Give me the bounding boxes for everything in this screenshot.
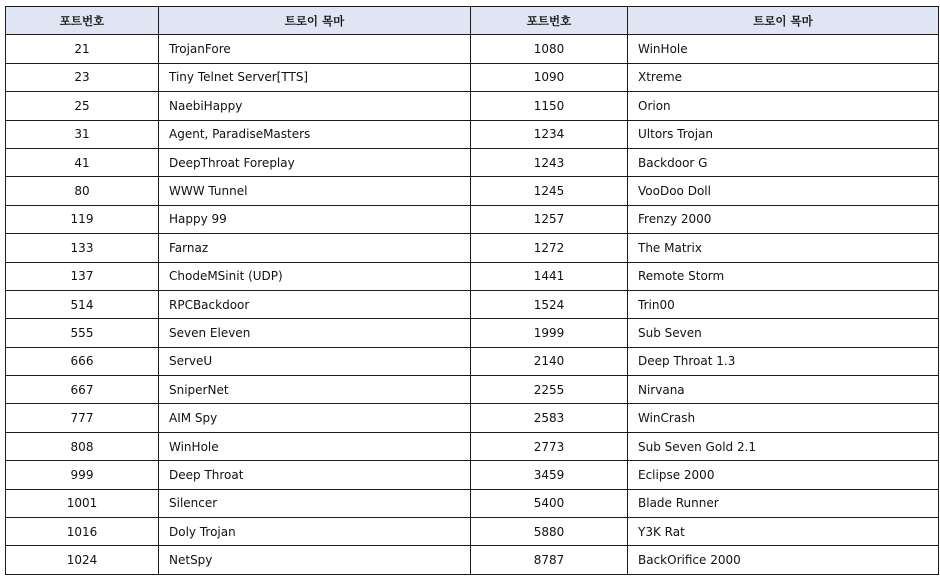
trojan-name-cell: RPCBackdoor xyxy=(159,290,471,318)
header-trojan-right: 트로이 목마 xyxy=(628,7,939,35)
port-number-cell: 1080 xyxy=(471,35,628,63)
trojan-name-cell: Nirvana xyxy=(628,376,939,404)
trojan-name-cell: Sub Seven xyxy=(628,319,939,347)
port-number-cell: 666 xyxy=(6,347,159,375)
port-number-cell: 999 xyxy=(6,461,159,489)
trojan-name-cell: ChodeMSinit (UDP) xyxy=(159,262,471,290)
trojan-name-cell: Agent, ParadiseMasters xyxy=(159,120,471,148)
table-row xyxy=(6,432,939,460)
trojan-name-cell: SniperNet xyxy=(159,376,471,404)
port-number-cell: 1999 xyxy=(471,319,628,347)
port-number-cell: 1441 xyxy=(471,262,628,290)
table-row xyxy=(6,92,939,120)
header-trojan-left: 트로이 목마 xyxy=(159,7,471,35)
port-number-cell: 1243 xyxy=(471,148,628,176)
port-number-cell: 2773 xyxy=(471,432,628,460)
port-number-cell: 137 xyxy=(6,262,159,290)
port-number-cell: 2140 xyxy=(471,347,628,375)
trojan-name-cell: Eclipse 2000 xyxy=(628,461,939,489)
trojan-name-cell: Silencer xyxy=(159,489,471,517)
trojan-name-cell: Trin00 xyxy=(628,290,939,318)
port-number-cell: 1001 xyxy=(6,489,159,517)
trojan-name-cell: WinHole xyxy=(159,432,471,460)
trojan-name-cell: Farnaz xyxy=(159,234,471,262)
table-row xyxy=(6,177,939,205)
table-row xyxy=(6,518,939,546)
trojan-name-cell: Remote Storm xyxy=(628,262,939,290)
port-number-cell: 3459 xyxy=(471,461,628,489)
trojan-name-cell: Ultors Trojan xyxy=(628,120,939,148)
port-number-cell: 25 xyxy=(6,92,159,120)
table-row xyxy=(6,546,939,574)
port-number-cell: 80 xyxy=(6,177,159,205)
port-number-cell: 2583 xyxy=(471,404,628,432)
port-number-cell: 1234 xyxy=(471,120,628,148)
port-number-cell: 777 xyxy=(6,404,159,432)
table-row xyxy=(6,35,939,63)
port-number-cell: 514 xyxy=(6,290,159,318)
trojan-name-cell: DeepThroat Foreplay xyxy=(159,148,471,176)
trojan-name-cell: WinHole xyxy=(628,35,939,63)
trojan-name-cell: WWW Tunnel xyxy=(159,177,471,205)
trojan-name-cell: Doly Trojan xyxy=(159,518,471,546)
trojan-name-cell: VooDoo Doll xyxy=(628,177,939,205)
port-number-cell: 555 xyxy=(6,319,159,347)
table-row xyxy=(6,262,939,290)
table-row xyxy=(6,120,939,148)
trojan-name-cell: Deep Throat 1.3 xyxy=(628,347,939,375)
port-number-cell: 1024 xyxy=(6,546,159,574)
trojan-name-cell: WinCrash xyxy=(628,404,939,432)
trojan-name-cell: Deep Throat xyxy=(159,461,471,489)
trojan-name-cell: Happy 99 xyxy=(159,205,471,233)
trojan-name-cell: AIM Spy xyxy=(159,404,471,432)
table-row xyxy=(6,234,939,262)
table-row xyxy=(6,319,939,347)
table-row xyxy=(6,461,939,489)
port-number-cell: 1090 xyxy=(471,63,628,91)
header-row xyxy=(6,7,939,35)
port-number-cell: 1257 xyxy=(471,205,628,233)
port-number-cell: 5400 xyxy=(471,489,628,517)
port-number-cell: 5880 xyxy=(471,518,628,546)
port-number-cell: 2255 xyxy=(471,376,628,404)
port-number-cell: 1272 xyxy=(471,234,628,262)
trojan-port-table-container xyxy=(5,6,938,575)
trojan-name-cell: Y3K Rat xyxy=(628,518,939,546)
table-row xyxy=(6,404,939,432)
trojan-name-cell: Sub Seven Gold 2.1 xyxy=(628,432,939,460)
trojan-name-cell: ServeU xyxy=(159,347,471,375)
port-number-cell: 21 xyxy=(6,35,159,63)
header-port-number-left: 포트번호 xyxy=(6,7,159,35)
trojan-name-cell: Tiny Telnet Server[TTS] xyxy=(159,63,471,91)
port-number-cell: 133 xyxy=(6,234,159,262)
table-row xyxy=(6,489,939,517)
trojan-name-cell: Orion xyxy=(628,92,939,120)
trojan-name-cell: Frenzy 2000 xyxy=(628,205,939,233)
header-port-number-right: 포트번호 xyxy=(471,7,628,35)
trojan-name-cell: BackOrifice 2000 xyxy=(628,546,939,574)
port-number-cell: 8787 xyxy=(471,546,628,574)
trojan-name-cell: NetSpy xyxy=(159,546,471,574)
port-number-cell: 119 xyxy=(6,205,159,233)
trojan-name-cell: The Matrix xyxy=(628,234,939,262)
port-number-cell: 808 xyxy=(6,432,159,460)
port-number-cell: 667 xyxy=(6,376,159,404)
table-row xyxy=(6,205,939,233)
trojan-name-cell: Backdoor G xyxy=(628,148,939,176)
trojan-name-cell: TrojanFore xyxy=(159,35,471,63)
trojan-name-cell: NaebiHappy xyxy=(159,92,471,120)
table-row xyxy=(6,290,939,318)
table-row xyxy=(6,376,939,404)
table-row xyxy=(6,148,939,176)
trojan-name-cell: Seven Eleven xyxy=(159,319,471,347)
port-number-cell: 23 xyxy=(6,63,159,91)
port-number-cell: 1524 xyxy=(471,290,628,318)
port-number-cell: 41 xyxy=(6,148,159,176)
table-row xyxy=(6,63,939,91)
port-number-cell: 31 xyxy=(6,120,159,148)
table-row xyxy=(6,347,939,375)
port-number-cell: 1245 xyxy=(471,177,628,205)
trojan-name-cell: Xtreme xyxy=(628,63,939,91)
port-number-cell: 1016 xyxy=(6,518,159,546)
trojan-port-table xyxy=(5,6,939,575)
port-number-cell: 1150 xyxy=(471,92,628,120)
trojan-name-cell: Blade Runner xyxy=(628,489,939,517)
